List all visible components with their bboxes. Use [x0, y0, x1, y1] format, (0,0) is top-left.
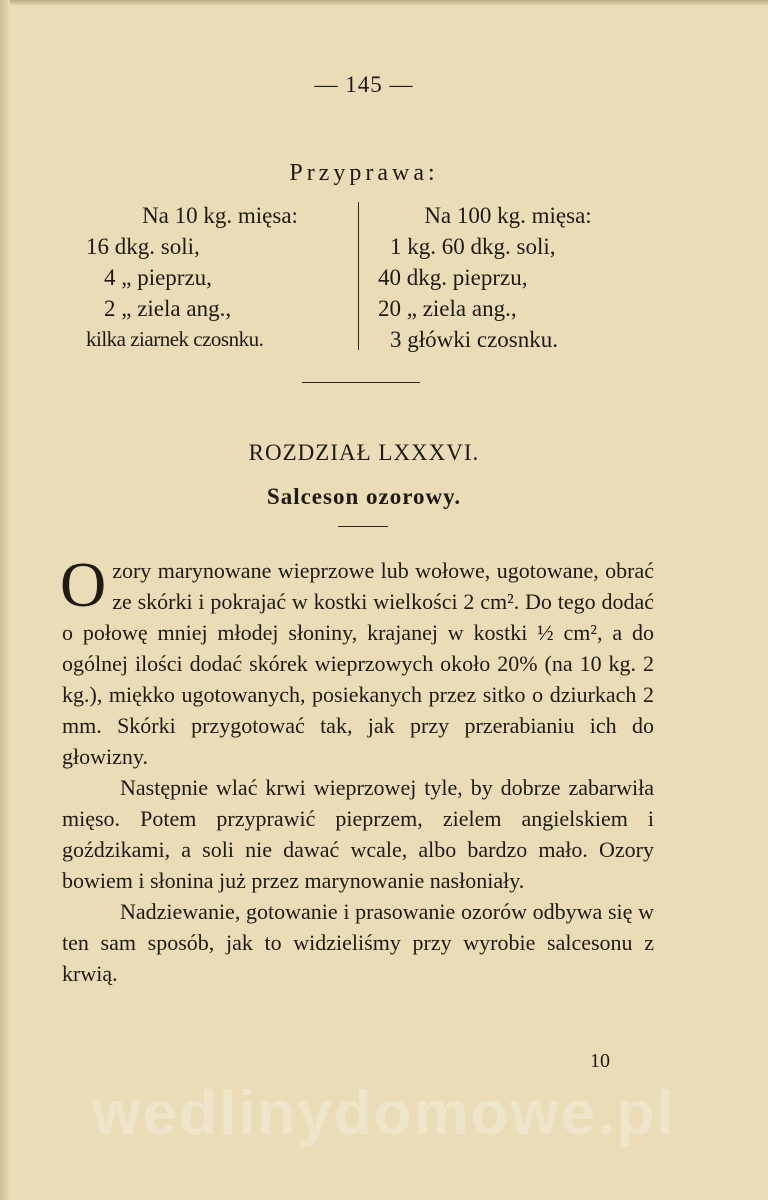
watermark: wedlinydomowe.pl: [92, 1079, 676, 1148]
drop-cap: O: [60, 549, 107, 620]
seasoning-heading: Przyprawa:: [289, 160, 439, 186]
chapter-number: ROZDZIAŁ LXXXVI.: [248, 440, 480, 465]
seasoning-row: 16 dkg. soli,: [86, 234, 200, 259]
page-number: — 145 —: [314, 72, 414, 97]
title-divider: [338, 526, 388, 527]
seasoning-row: 20 „ ziela ang.,: [378, 296, 517, 321]
section-divider: [302, 382, 420, 383]
seasoning-row: kilka ziarnek czosnku.: [86, 327, 264, 351]
paragraph: Nadziewanie, gotowanie i prasowanie ozorów odbywa się w ten sam sposób, jak to widzieliśmy przy wyrobie salcesonu z krwią.: [62, 899, 654, 986]
chapter-title: Salceson ozorowy.: [266, 484, 462, 509]
seasoning-column-100kg: [378, 200, 628, 355]
seasoning-column-10kg: [86, 200, 348, 355]
recipe-body: [60, 549, 654, 989]
seasoning-row: 40 dkg. pieprzu,: [378, 265, 528, 290]
seasoning-row: 1 kg. 60 dkg. soli,: [390, 234, 556, 259]
signature-number: 10: [590, 1050, 610, 1072]
column-divider: [358, 202, 359, 350]
seasoning-row: 4 „ pieprzu,: [104, 265, 212, 290]
seasoning-table: [86, 200, 626, 352]
seasoning-column-header: Na 10 kg. mięsa:: [142, 203, 298, 228]
seasoning-row: 2 „ ziela ang.,: [104, 296, 232, 321]
seasoning-row: 3 główki czosnku.: [390, 327, 559, 352]
paragraph-text: zory marynowane wieprzowe lub wołowe, ugotowane, obrać ze skórki i pokrajać w kostki wielkości 2 cm². Do tego dodać o połowę mniej młodej słoniny, krajanej w kostki ½ cm², a do ogólnej ilości dodać skórek wieprzowych około 20% (na 10 kg. 2 kg.), miękko ugotowanych, posiekanych przez sitko o dziurkach 2 mm. Skórki przygotować tak, jak przy przerabianiu ich do głowizny.: [62, 558, 654, 769]
paragraph: [60, 549, 654, 772]
paragraph: Następnie wlać krwi wieprzowej tyle, by dobrze zabarwiła mięso. Potem przyprawić pieprzem, zielem angielskiem i goździkami, a soli nie dawać wcale, albo bardzo mało. Ozory bowiem i słonina już przez marynowanie nasłoniały.: [62, 775, 654, 893]
seasoning-column-header: Na 100 kg. mięsa:: [424, 203, 592, 228]
page-top-edge: [0, 0, 768, 6]
